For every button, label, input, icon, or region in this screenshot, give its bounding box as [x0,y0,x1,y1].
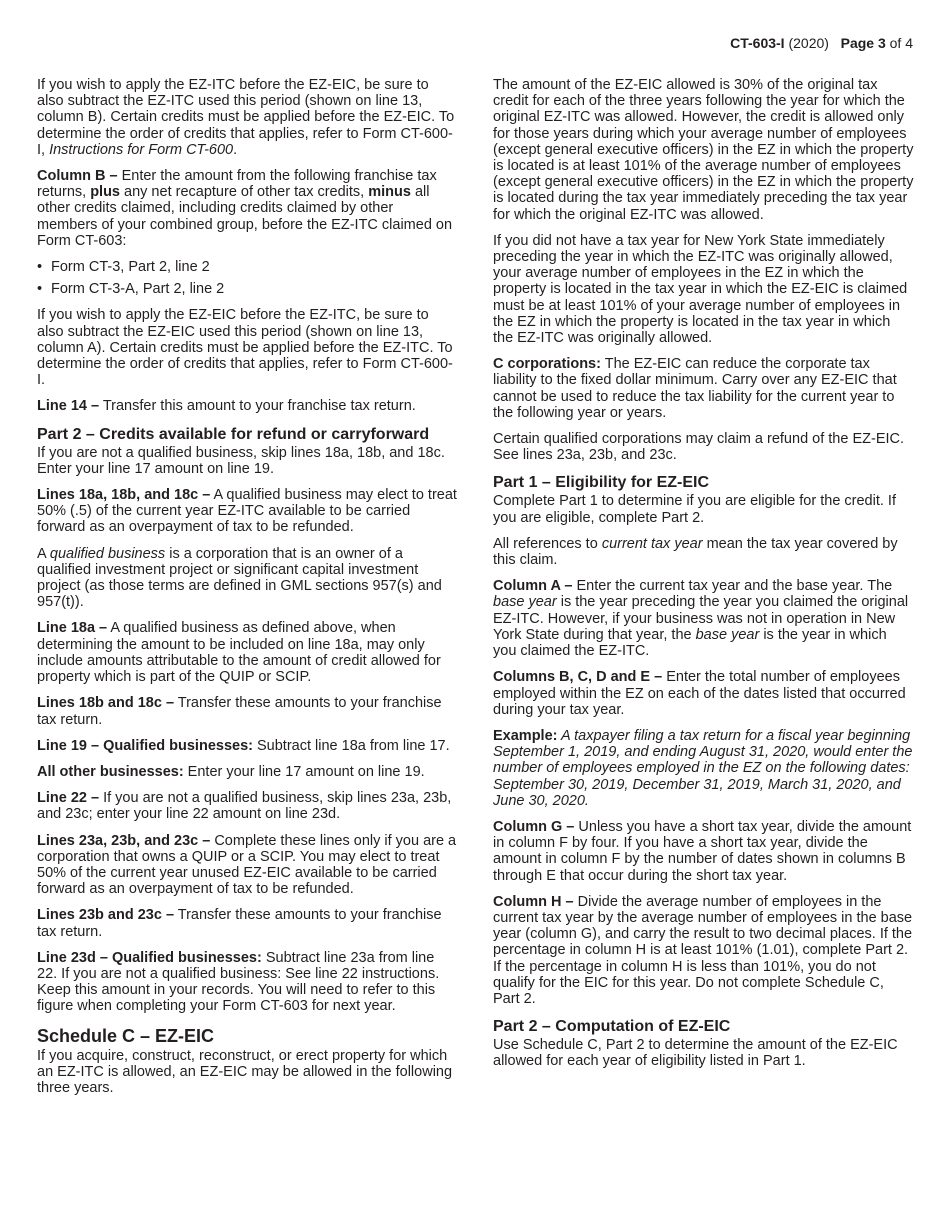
page-total: of 4 [889,35,913,51]
line-14-paragraph: Line 14 – Transfer this amount to your franchise tax return. [37,398,416,415]
bullet-icon: • [37,259,43,276]
list-item: • Form CT-3-A, Part 2, line 2 [37,281,225,298]
column-b-paragraph: Column B – Enter the amount from the following franchise tax returns, plus any net recapture of other tax credits, minus all other credits claimed, including credits claimed by other members of your combined group, before the EZ-ITC claimed on Form CT-603: [37,168,453,249]
example-paragraph: Example: A taxpayer filing a tax return for a fiscal year beginning September 1, 2019, and ending August 31, 2020, would enter the number of employees employed in the EZ on the following dates: September 30, 2019, December 31, 2019, March 31, 2020, and June 30, 2020. [493,727,913,809]
left-column [37,77,457,1106]
list-item: • Form CT-3, Part 2, line 2 [37,259,210,276]
column-a-paragraph: Column A – Enter the current tax year and the base year. The base year is the year preceding the year you claimed the original EZ-ITC. However, if your business was not in operation in New York State during that year, the base year is the year in which you claimed the EZ-ITC. [493,578,909,660]
page-header [730,34,913,52]
refund-paragraph: Certain qualified corporations may claim a refund of the EZ-EIC. See lines 23a, 23b, and 23c. [493,431,905,464]
form-bullet-list [37,259,457,297]
part-1-heading: Part 1 – Eligibility for EZ-EIC [493,474,710,492]
line-19-paragraph: Line 19 – Qualified businesses: Subtract line 18a from line 17. [37,737,450,754]
column-h-paragraph: Column H – Divide the average number of employees in the current tax year by the average number of employees in the base year (column G), and carry the result to two decimal places. If the percentage in column H is at least 101% (1.01), complete Part 2. If the percentage in column H is less than 101%, you do not qualify for the EIC for this year. Do not complete Schedule C, Part 2. [493,893,913,1007]
lines-18b-18c-paragraph: Lines 18b and 18c – Transfer these amounts to your franchise tax return. [37,695,442,728]
part-2-heading: Part 2 – Credits available for refund or carryforward [37,425,430,443]
page-label: Page 3 [840,35,886,51]
part-2-computation-intro: Use Schedule C, Part 2 to determine the amount of the EZ-EIC allowed for each year of eligibility listed in Part 1. [493,1037,898,1070]
part-2-computation-heading: Part 2 – Computation of EZ-EIC [493,1018,731,1036]
line-22-paragraph: Line 22 – If you are not a qualified business, skip lines 23a, 23b, and 23c; enter your line 22 amount on line 23d. [37,790,452,823]
schedule-c-intro: If you acquire, construct, reconstruct, or erect property for which an EZ-ITC is allowed, an EZ-EIC may be allowed in the following three years. [37,1047,453,1096]
all-other-businesses-paragraph: All other businesses: Enter your line 17 amount on line 19. [37,763,425,780]
lines-23-paragraph: Lines 23a, 23b, and 23c – Complete these lines only if you are a corporation that owns a QUIP or a SCIP. You may elect to treat 50% of the current year unused EZ-EIC available to be carried forward as an overpayment of tax to be refunded. [37,832,457,898]
c-corporations-paragraph: C corporations: The EZ-EIC can reduce the corporate tax liability to the fixed dollar minimum. Carry over any EZ-EIC that cannot be used to reduce the tax liability for the current year to the following year or years. [493,356,897,421]
form-number: CT-603-I [730,35,785,51]
part-2-intro: If you are not a qualified business, skip lines 18a, 18b, and 18c. Enter your line 17 amount on line 19. [37,444,445,477]
right-column [493,77,914,1080]
line-18a-paragraph: Line 18a – A qualified business as defined above, when determining the amount to be included on line 18a, may only include amounts attributable to the amount of credit allowed for property which is part of the QUIP or SCIP. [37,620,441,686]
form-year: (2020) [788,35,829,51]
lines-18-paragraph: Lines 18a, 18b, and 18c – A qualified business may elect to treat 50% (.5) of the current year EZ-ITC available to be carried forward as an overpayment of tax to be refunded. [37,487,457,536]
columns-b-e-paragraph: Columns B, C, D and E – Enter the total number of employees employed within the EZ on each of the dates listed that occurred during your tax year. [493,669,906,718]
ezitc-before-ezeic-paragraph: If you wish to apply the EZ-ITC before the EZ-EIC, be sure to also subtract the EZ-ITC used this period (shown on line 13, column B). Certain credits must be applied before the EZ-EIC. To determine the order of credits that applies, refer to Form CT-600-I, Instructions for Form CT-600. [37,77,455,158]
current-tax-year-paragraph: All references to current tax year mean the tax year covered by this claim. [493,535,898,569]
ezeic-amount-paragraph: The amount of the EZ-EIC allowed is 30% of the original tax credit for each of the three years following the year for which the original EZ-ITC was allowed. However, the credit is allowed only for those years during which your average number of employees (except general executive officers) in the EZ in which the property is located is at least 101% of the average number of employees (except general executive officers) in the EZ in which the property is located during the tax year immediately preceding the tax year for which the original EZ-ITC was allowed. [493,77,914,223]
line-23d-paragraph: Line 23d – Qualified businesses: Subtract line 23a from line 22. If you are not a qualified business: See line 22 instructions. Keep this amount in your records. You will need to refer to this figure when completing your Form CT-603 for next year. [37,949,440,1015]
no-prior-year-paragraph: If you did not have a tax year for New York State immediately preceding the year in which the EZ-ITC was originally allowed, your average number of employees in the EZ in which the property is located in the tax year in which the EZ-EIC is claimed must be at least 101% of your average number of employees in the EZ in which the property is located in the tax year in which the EZ-ITC was originally allowed. [493,232,908,347]
qualified-business-paragraph: A qualified business is a corporation that is an owner of a qualified investment project or significant capital investment project (as those terms are defined in GML sections 957(s) and 957(t)). [37,545,442,611]
lines-23b-23c-paragraph: Lines 23b and 23c – Transfer these amounts to your franchise tax return. [37,907,442,940]
bullet-icon: • [37,281,43,298]
schedule-c-heading: Schedule C – EZ-EIC [37,1025,215,1046]
ezeic-before-ezitc-paragraph: If you wish to apply the EZ-EIC before the EZ-ITC, be sure to also subtract the EZ-EIC used this period (shown on line 13, column A). Certain credits must be applied before the EZ-ITC. To determine the order of credits that applies, refer to Form CT-600-I. [37,307,453,389]
column-g-paragraph: Column G – Unless you have a short tax year, divide the amount in column F by four. If you have a short tax year, divide the amount in column F by the number of dates shown in columns B through E that occur during the short tax year. [493,818,912,884]
part-1-intro: Complete Part 1 to determine if you are eligible for the credit. If you are eligible, complete Part 2. [493,493,896,526]
